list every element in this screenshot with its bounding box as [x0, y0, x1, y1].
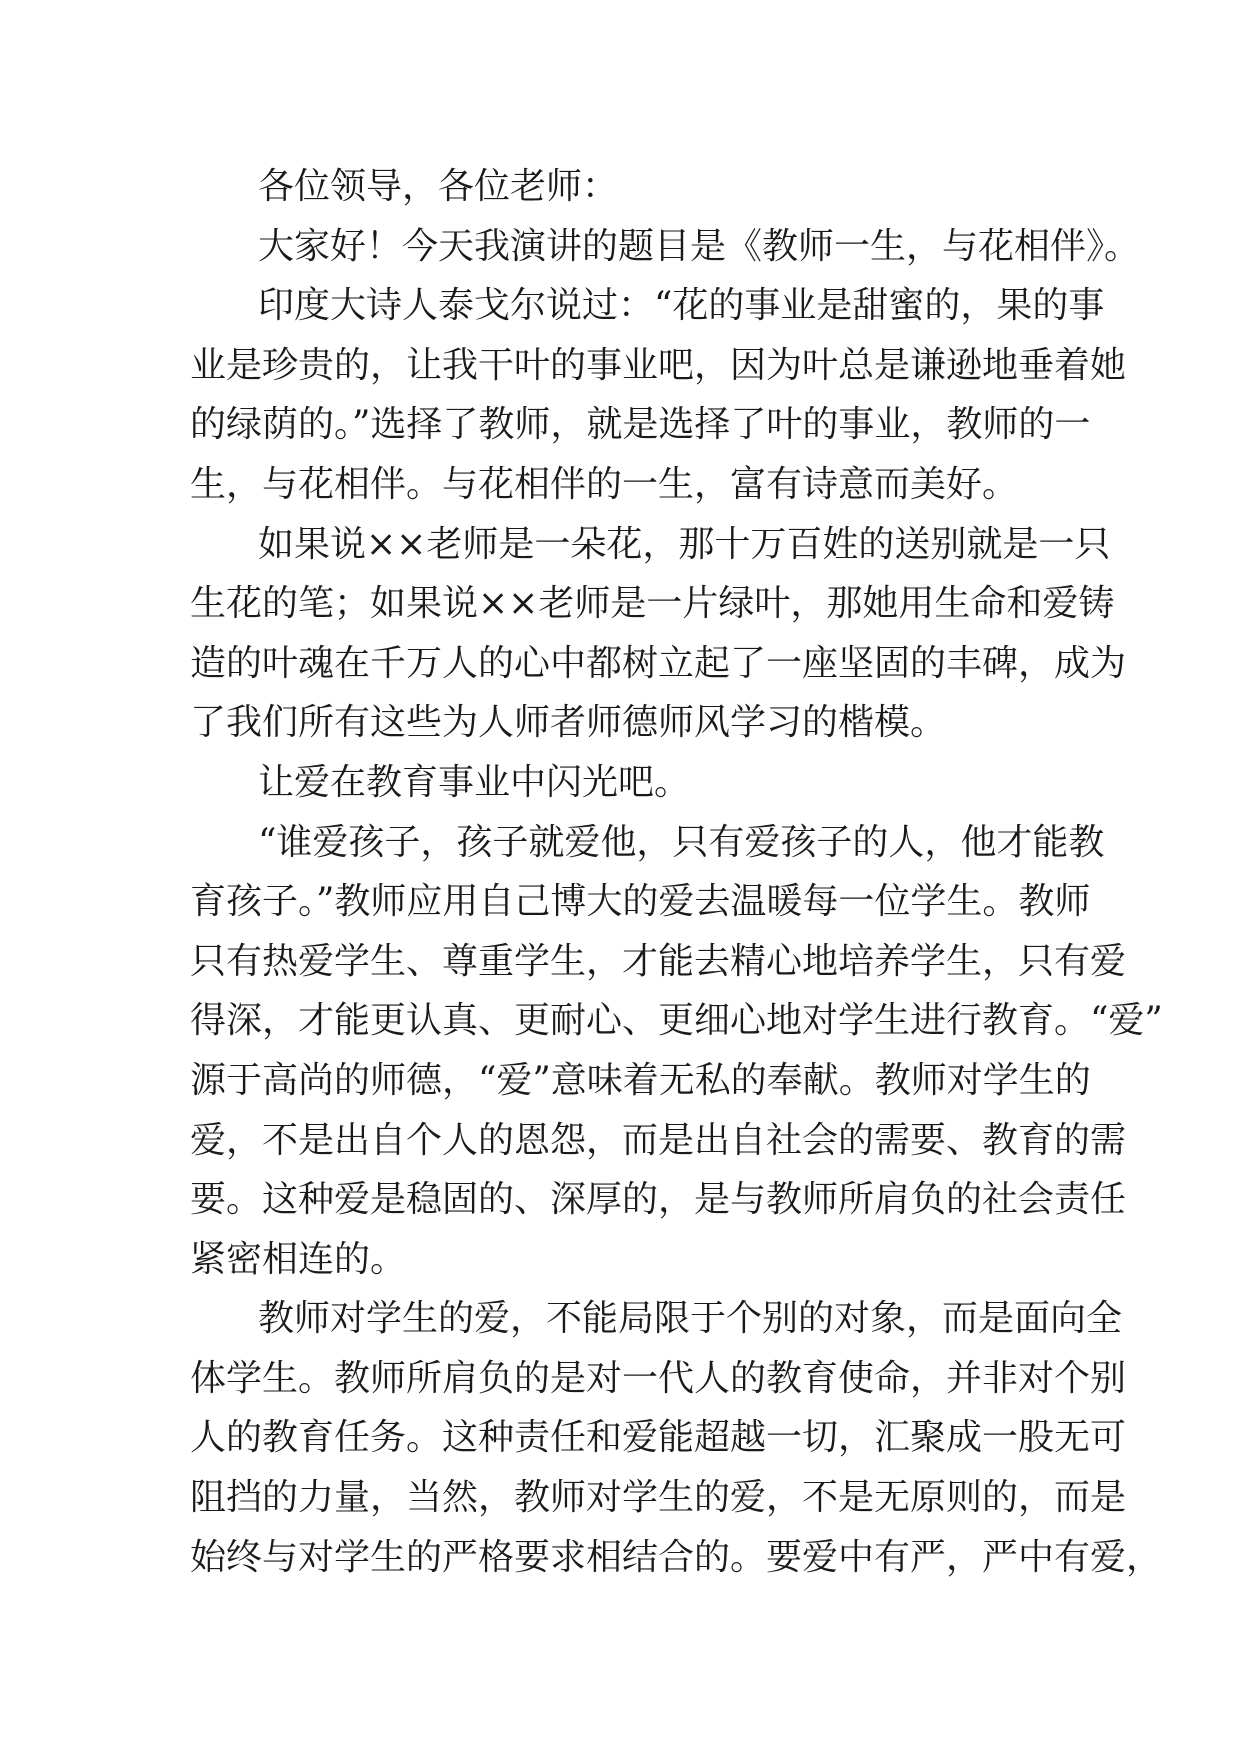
paragraph-model-line-1: 如果说××老师是一朵花，那十万百姓的送别就是一只: [258, 523, 1111, 565]
paragraph-all-students-line-2: 体学生。教师所肩负的是对一代人的教育使命，并非对个别: [190, 1357, 1127, 1399]
paragraph-love-line-1: “谁爱孩子，孩子就爱他，只有爱孩子的人，他才能教: [258, 821, 1105, 863]
paragraph-model-line-3: 造的叶魂在千万人的心中都树立起了一座坚固的丰碑，成为: [190, 642, 1127, 684]
paragraph-love-line-3: 只有热爱学生、尊重学生，才能去精心地培养学生，只有爱: [190, 940, 1127, 982]
paragraph-tagore-line-1: 印度大诗人泰戈尔说过：“花的事业是甜蜜的，果的事: [258, 285, 1105, 327]
paragraph-all-students-line-3: 人的教育任务。这种责任和爱能超越一切，汇聚成一股无可: [190, 1417, 1127, 1459]
greeting-line: 大家好！今天我演讲的题目是《教师一生，与花相伴》。: [258, 225, 1141, 267]
salutation-line: 各位领导，各位老师：: [258, 166, 619, 207]
paragraph-model-line-4: 了我们所有这些为人师者师德师风学习的楷模。: [190, 702, 947, 744]
paragraph-all-students-line-5: 始终与对学生的严格要求相结合的。要爱中有严，严中有爱，: [190, 1536, 1163, 1578]
paragraph-all-students-line-1: 教师对学生的爱，不能局限于个别的对象，而是面向全: [258, 1298, 1123, 1340]
paragraph-love-line-8: 紧密相连的。: [190, 1238, 407, 1280]
paragraph-love-line-4: 得深，才能更认真、更耐心、更细心地对学生进行教育。“爱”: [190, 1000, 1163, 1042]
paragraph-shine-line: 让爱在教育事业中闪光吧。: [258, 761, 691, 803]
paragraph-tagore-line-2: 业是珍贵的，让我干叶的事业吧，因为叶总是谦逊地垂着她: [190, 344, 1127, 386]
paragraph-love-line-6: 爱，不是出自个人的恩怨，而是出自社会的需要、教育的需: [190, 1119, 1127, 1161]
paragraph-tagore-line-4: 生，与花相伴。与花相伴的一生，富有诗意而美好。: [190, 463, 1019, 505]
paragraph-model-line-2: 生花的笔；如果说××老师是一片绿叶，那她用生命和爱铸: [190, 583, 1115, 625]
paragraph-love-line-5: 源于高尚的师德，“爱”意味着无私的奉献。教师对学生的: [190, 1059, 1091, 1101]
paragraph-tagore-line-3: 的绿荫的。”选择了教师，就是选择了叶的事业，教师的一: [190, 404, 1091, 446]
speech-body: [190, 157, 1163, 1587]
paragraph-love-line-7: 要。这种爱是稳固的、深厚的，是与教师所肩负的社会责任: [190, 1179, 1127, 1221]
paragraph-all-students-line-4: 阻挡的力量，当然，教师对学生的爱，不是无原则的，而是: [190, 1477, 1127, 1519]
paragraph-love-line-2: 育孩子。”教师应用自己博大的爱去温暖每一位学生。教师: [190, 881, 1091, 923]
